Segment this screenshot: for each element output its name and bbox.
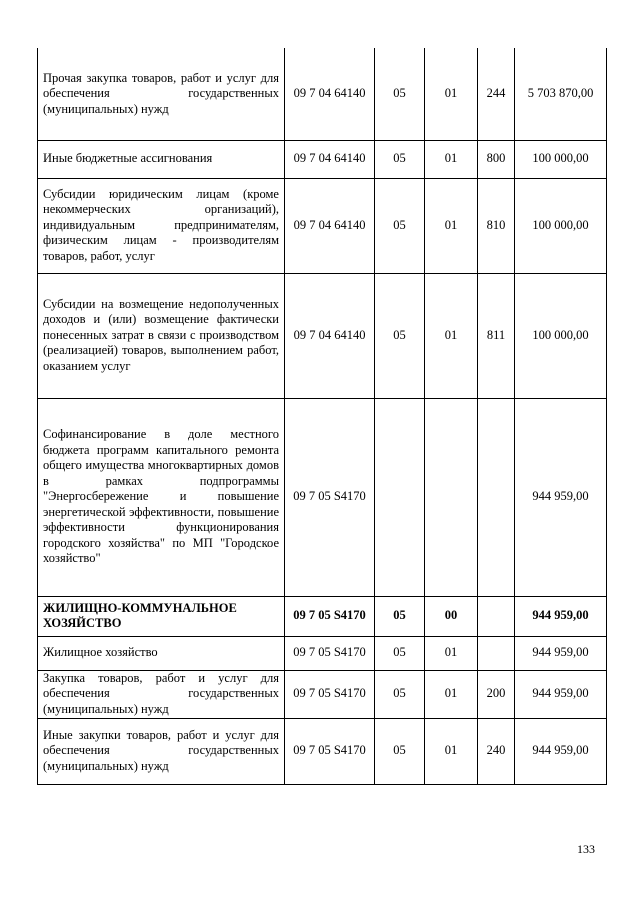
cell-code: 09 7 05 S4170 <box>285 718 375 784</box>
cell-sub: 01 <box>425 48 478 140</box>
cell-sum: 944 959,00 <box>515 398 607 596</box>
cell-sec: 05 <box>375 178 425 273</box>
cell-sum: 944 959,00 <box>515 596 607 636</box>
cell-sec: 05 <box>375 636 425 670</box>
cell-code: 09 7 04 64140 <box>285 140 375 178</box>
cell-sum: 100 000,00 <box>515 178 607 273</box>
table-row <box>38 140 607 178</box>
cell-vr <box>478 636 515 670</box>
cell-sub: 01 <box>425 636 478 670</box>
cell-sum: 944 959,00 <box>515 718 607 784</box>
cell-code: 09 7 05 S4170 <box>285 636 375 670</box>
cell-sub <box>425 398 478 596</box>
cell-sec: 05 <box>375 596 425 636</box>
cell-code: 09 7 04 64140 <box>285 178 375 273</box>
cell-sub: 01 <box>425 718 478 784</box>
cell-code: 09 7 05 S4170 <box>285 398 375 596</box>
cell-sum: 944 959,00 <box>515 670 607 718</box>
cell-vr: 240 <box>478 718 515 784</box>
cell-sec: 05 <box>375 670 425 718</box>
table-row <box>38 718 607 784</box>
cell-name: ЖИЛИЩНО-КОММУНАЛЬНОЕ ХОЗЯЙСТВО <box>38 596 285 636</box>
budget-table <box>37 48 607 785</box>
cell-vr: 811 <box>478 273 515 398</box>
cell-sum: 100 000,00 <box>515 140 607 178</box>
cell-name: Иные закупки товаров, работ и услуг для обеспечения государственных (муниципальных) нужд <box>38 718 285 784</box>
cell-sec: 05 <box>375 273 425 398</box>
cell-sub: 01 <box>425 670 478 718</box>
cell-code: 09 7 05 S4170 <box>285 670 375 718</box>
cell-sum: 100 000,00 <box>515 273 607 398</box>
cell-sub: 00 <box>425 596 478 636</box>
table-row <box>38 48 607 140</box>
cell-sec: 05 <box>375 48 425 140</box>
cell-sec: 05 <box>375 718 425 784</box>
cell-code: 09 7 04 64140 <box>285 48 375 140</box>
cell-name: Прочая закупка товаров, работ и услуг для обеспечения государственных (муниципальных) нужд <box>38 48 285 140</box>
cell-vr: 810 <box>478 178 515 273</box>
cell-vr <box>478 596 515 636</box>
cell-name: Жилищное хозяйство <box>38 636 285 670</box>
cell-code: 09 7 04 64140 <box>285 273 375 398</box>
cell-name: Субсидии на возмещение недополученных доходов и (или) возмещение фактически понесенных затрат в связи с производством (реализацией) товаров, выполнением работ, оказанием услуг <box>38 273 285 398</box>
cell-sec: 05 <box>375 140 425 178</box>
cell-sum: 5 703 870,00 <box>515 48 607 140</box>
cell-vr: 800 <box>478 140 515 178</box>
cell-vr: 200 <box>478 670 515 718</box>
cell-name: Софинансирование в доле местного бюджета программ капитального ремонта общего имущества многоквартирных домов в рамках подпрограммы "Энергосбережение и повышение энергетической эффективности, повышение эффективности функционирования городского хозяйства" по МП "Городское хозяйство" <box>38 398 285 596</box>
table-row <box>38 636 607 670</box>
cell-name: Субсидии юридическим лицам (кроме некоммерческих организаций), индивидуальным предпринимателям, физическим лицам - производителям товаров, работ, услуг <box>38 178 285 273</box>
table-row <box>38 596 607 636</box>
cell-sub: 01 <box>425 140 478 178</box>
cell-code: 09 7 05 S4170 <box>285 596 375 636</box>
table-row <box>38 398 607 596</box>
cell-name: Иные бюджетные ассигнования <box>38 140 285 178</box>
table-row <box>38 273 607 398</box>
cell-sum: 944 959,00 <box>515 636 607 670</box>
cell-sub: 01 <box>425 178 478 273</box>
cell-name: Закупка товаров, работ и услуг для обеспечения государственных (муниципальных) нужд <box>38 670 285 718</box>
cell-sec <box>375 398 425 596</box>
cell-sub: 01 <box>425 273 478 398</box>
budget-table-body <box>38 48 607 784</box>
table-row <box>38 670 607 718</box>
page-number: 133 <box>577 842 595 856</box>
cell-vr <box>478 398 515 596</box>
table-row <box>38 178 607 273</box>
cell-vr: 244 <box>478 48 515 140</box>
